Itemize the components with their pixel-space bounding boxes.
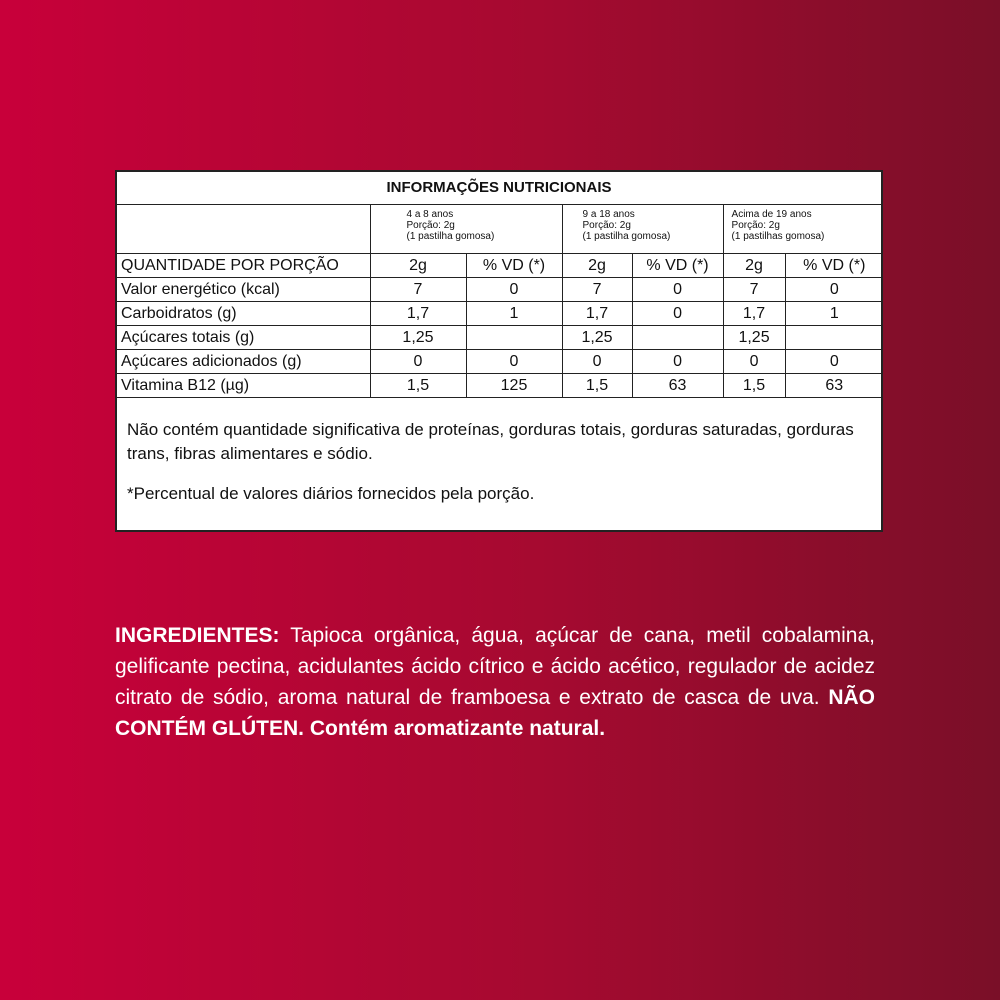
- table-cell: 0: [632, 302, 723, 326]
- table-row: [117, 374, 883, 398]
- aroma-statement: Contém aromatizante natural.: [309, 717, 606, 740]
- column-header: % VD (*): [632, 254, 723, 278]
- group-header-row: [117, 205, 883, 254]
- table-cell: 1,7: [370, 302, 466, 326]
- ingredients-text: [115, 620, 875, 744]
- table-cell: 7: [562, 278, 632, 302]
- gluten-statement: NÃO CONTÉM GLÚTEN.: [115, 686, 875, 740]
- row-label: Valor energético (kcal): [117, 278, 370, 302]
- table-row: [117, 350, 883, 374]
- nutrition-note: Não contém quantidade significativa de proteínas, gorduras totais, gorduras saturadas, gorduras trans, fibras alimentares e sódio.: [127, 420, 854, 463]
- column-header: % VD (*): [785, 254, 883, 278]
- column-header: % VD (*): [466, 254, 562, 278]
- table-cell: 1,7: [723, 302, 785, 326]
- nutrition-panel: [115, 170, 883, 532]
- group-header-1: 4 a 8 anos Porção: 2g (1 pastilha gomosa): [370, 205, 562, 254]
- ingredients-label: INGREDIENTES:: [115, 624, 280, 647]
- table-cell: 63: [785, 374, 883, 398]
- table-cell: 0: [723, 350, 785, 374]
- table-cell: 7: [723, 278, 785, 302]
- ingredients-list: Tapioca orgânica, água, açúcar de cana, metil cobalamina, gelificante pectina, acidulantes ácido cítrico e ácido acético, regulador de acidez citrato de sódio, aroma natural de framboesa e extrato de casca de uva.: [115, 624, 875, 709]
- table-cell: 1,5: [723, 374, 785, 398]
- nutrition-footnote: *Percentual de valores diários fornecidos pela porção.: [127, 484, 535, 503]
- table-cell: 0: [466, 278, 562, 302]
- table-cell: 1: [785, 302, 883, 326]
- table-cell: 0: [785, 350, 883, 374]
- table-cell: 1,25: [370, 326, 466, 350]
- table-cell: 0: [632, 278, 723, 302]
- table-cell: 1,25: [562, 326, 632, 350]
- nutrition-notes: [117, 398, 881, 506]
- column-header: 2g: [723, 254, 785, 278]
- table-cell: 0: [632, 350, 723, 374]
- table-cell: 1,5: [562, 374, 632, 398]
- table-row: [117, 278, 883, 302]
- table-cell: 0: [562, 350, 632, 374]
- table-cell: 1,25: [723, 326, 785, 350]
- row-label: Açúcares adicionados (g): [117, 350, 370, 374]
- table-cell: [466, 326, 562, 350]
- row-label: Carboidratos (g): [117, 302, 370, 326]
- row-label: Vitamina B12 (µg): [117, 374, 370, 398]
- table-row: [117, 254, 883, 278]
- table-cell: [632, 326, 723, 350]
- table-cell: 0: [785, 278, 883, 302]
- table-cell: 125: [466, 374, 562, 398]
- column-header: 2g: [562, 254, 632, 278]
- column-header: 2g: [370, 254, 466, 278]
- table-cell: 0: [370, 350, 466, 374]
- table-cell: 7: [370, 278, 466, 302]
- table-cell: 1,5: [370, 374, 466, 398]
- table-row: [117, 326, 883, 350]
- table-cell: [785, 326, 883, 350]
- column-header: QUANTIDADE POR PORÇÃO: [117, 254, 370, 278]
- group-header-2: 9 a 18 anos Porção: 2g (1 pastilha gomosa): [562, 205, 723, 254]
- nutrition-table: [117, 205, 883, 398]
- table-cell: 1: [466, 302, 562, 326]
- table-cell: 63: [632, 374, 723, 398]
- row-label: Açúcares totais (g): [117, 326, 370, 350]
- group-header-3: Acima de 19 anos Porção: 2g (1 pastilhas gomosa): [723, 205, 883, 254]
- table-cell: 0: [466, 350, 562, 374]
- nutrition-title: INFORMAÇÕES NUTRICIONAIS: [117, 172, 881, 205]
- table-cell: 1,7: [562, 302, 632, 326]
- header-blank: [117, 205, 370, 254]
- table-row: [117, 302, 883, 326]
